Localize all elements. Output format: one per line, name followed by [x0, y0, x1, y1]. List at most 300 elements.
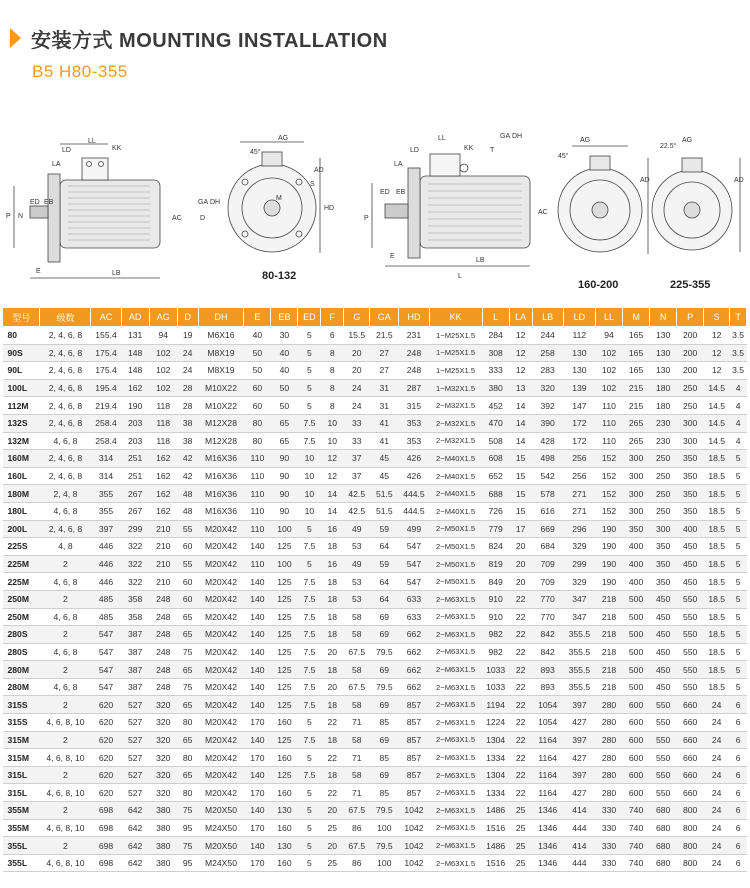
column-header: DH	[198, 308, 244, 327]
table-cell: 5	[298, 714, 321, 732]
table-cell: 22	[509, 784, 532, 802]
table-cell: 620	[91, 731, 121, 749]
table-cell: 100	[271, 555, 298, 573]
table-cell: 51.5	[370, 502, 399, 520]
table-cell: 660	[677, 784, 704, 802]
table-cell: 25	[321, 819, 344, 837]
table-cell: 1346	[532, 802, 563, 820]
table-cell: 22	[509, 714, 532, 732]
table-cell: 669	[532, 520, 563, 538]
table-cell: 2−M50X1.5	[429, 520, 482, 538]
table-cell: 79.5	[370, 837, 399, 855]
table-row	[3, 379, 747, 397]
table-cell: 218	[596, 590, 623, 608]
table-cell: 86	[344, 819, 370, 837]
table-row	[3, 520, 747, 538]
table-cell: 65	[177, 696, 198, 714]
table-row	[3, 555, 747, 573]
table-cell: 95	[177, 819, 198, 837]
table-cell: 547	[91, 678, 121, 696]
table-cell: 824	[482, 538, 509, 556]
table-cell: 620	[91, 749, 121, 767]
table-cell: 53	[344, 590, 370, 608]
table-cell: 2−M63X1.5	[429, 590, 482, 608]
table-cell: 726	[482, 502, 509, 520]
table-cell: 18.5	[704, 450, 730, 468]
motor-front-view-small	[228, 142, 320, 253]
label-la: LA	[52, 161, 61, 168]
label-lb: LB	[112, 270, 121, 277]
motor-front-view-medium	[558, 146, 648, 254]
table-cell: 450	[650, 608, 677, 626]
label-ag: AG	[278, 135, 289, 142]
model-cell: 200L	[3, 520, 40, 538]
table-cell: 27	[370, 344, 399, 362]
table-cell: 90	[271, 450, 298, 468]
table-cell: 65	[177, 661, 198, 679]
label-ag-4: AG	[682, 137, 693, 144]
table-cell: 200	[677, 344, 704, 362]
table-cell: 5	[730, 573, 747, 591]
table-cell: 698	[91, 837, 121, 855]
table-cell: 642	[121, 854, 149, 872]
table-cell: 320	[149, 749, 177, 767]
table-cell: 320	[149, 696, 177, 714]
label-ga-2: GA	[500, 133, 511, 140]
table-cell: 22	[509, 749, 532, 767]
column-header: F	[321, 308, 344, 327]
model-cell: 355L	[3, 854, 40, 872]
table-cell: 215	[623, 379, 650, 397]
model-cell: 315M	[3, 731, 40, 749]
table-cell: 547	[399, 573, 429, 591]
table-cell: 110	[596, 414, 623, 432]
table-cell: 250	[650, 485, 677, 503]
table-row	[3, 432, 747, 450]
table-cell: 58	[344, 696, 370, 714]
table-cell: 1−M25X1.5	[429, 327, 482, 345]
table-cell: 2−M63X1.5	[429, 714, 482, 732]
table-cell: 140	[244, 837, 271, 855]
table-cell: 1486	[482, 802, 509, 820]
table-cell: 147	[563, 397, 595, 415]
table-cell: 500	[623, 626, 650, 644]
table-row	[3, 802, 747, 820]
table-cell: 450	[650, 626, 677, 644]
table-cell: 4, 6, 8, 10	[40, 749, 91, 767]
table-cell: 250	[677, 397, 704, 415]
table-cell: 18	[321, 731, 344, 749]
model-cell: 315S	[3, 714, 40, 732]
table-cell: 6	[730, 837, 747, 855]
table-cell: 271	[563, 485, 595, 503]
table-cell: 450	[677, 573, 704, 591]
table-cell: 1042	[399, 802, 429, 820]
table-cell: 642	[121, 819, 149, 837]
label-m: M	[276, 195, 282, 202]
table-cell: 33	[344, 414, 370, 432]
table-cell: 5	[730, 450, 747, 468]
table-cell: 1516	[482, 854, 509, 872]
table-cell: 25	[509, 854, 532, 872]
table-cell: 13	[509, 379, 532, 397]
table-cell: 633	[399, 590, 429, 608]
table-row	[3, 819, 747, 837]
table-cell: 75	[177, 802, 198, 820]
table-cell: 210	[149, 538, 177, 556]
table-row	[3, 608, 747, 626]
table-cell: 94	[596, 327, 623, 345]
table-cell: 14	[509, 397, 532, 415]
table-cell: 5	[730, 590, 747, 608]
table-cell: 20	[321, 643, 344, 661]
table-cell: 470	[482, 414, 509, 432]
table-cell: 215	[623, 397, 650, 415]
table-cell: 75	[177, 643, 198, 661]
table-cell: 16	[321, 555, 344, 573]
table-cell: 329	[563, 573, 595, 591]
table-cell: 218	[596, 678, 623, 696]
table-row	[3, 678, 747, 696]
table-cell: 2−M63X1.5	[429, 766, 482, 784]
table-row	[3, 590, 747, 608]
table-cell: 2−M32X1.5	[429, 432, 482, 450]
table-cell: 1054	[532, 714, 563, 732]
table-cell: 2, 4, 6, 8	[40, 379, 91, 397]
table-cell: 14	[321, 485, 344, 503]
table-cell: 170	[244, 854, 271, 872]
table-cell: 110	[244, 485, 271, 503]
label-eb: EB	[44, 199, 54, 206]
table-cell: 60	[177, 590, 198, 608]
table-cell: 6	[730, 766, 747, 784]
table-cell: 662	[399, 643, 429, 661]
table-cell: 53	[344, 538, 370, 556]
table-cell: 7.5	[298, 432, 321, 450]
table-cell: 642	[121, 802, 149, 820]
table-cell: 320	[149, 714, 177, 732]
table-cell: 24	[704, 749, 730, 767]
table-cell: 709	[532, 573, 563, 591]
table-cell: 444.5	[399, 485, 429, 503]
table-cell: 4, 6, 8	[40, 432, 91, 450]
table-cell: 450	[650, 678, 677, 696]
table-cell: 982	[482, 643, 509, 661]
table-cell: 1346	[532, 837, 563, 855]
table-cell: 55	[177, 520, 198, 538]
table-cell: 110	[244, 502, 271, 520]
table-cell: 3.5	[730, 344, 747, 362]
table-cell: 680	[650, 802, 677, 820]
table-cell: M6X16	[198, 327, 244, 345]
model-cell: 280S	[3, 626, 40, 644]
table-cell: 40	[271, 362, 298, 380]
table-cell: 485	[91, 608, 121, 626]
table-cell: 330	[596, 802, 623, 820]
caption-medium: 160-200	[578, 279, 619, 291]
column-header: HD	[399, 308, 429, 327]
table-cell: 42.5	[344, 485, 370, 503]
table-cell: 180	[650, 397, 677, 415]
table-cell: 6	[730, 854, 747, 872]
table-cell: 350	[650, 555, 677, 573]
label-ag-3: AG	[580, 137, 591, 144]
table-cell: 190	[596, 520, 623, 538]
table-cell: 58	[344, 731, 370, 749]
table-cell: 18.5	[704, 573, 730, 591]
table-cell: 20	[321, 802, 344, 820]
table-cell: 4, 6, 8	[40, 573, 91, 591]
table-row	[3, 538, 747, 556]
table-row	[3, 450, 747, 468]
table-cell: 527	[121, 731, 149, 749]
table-cell: 152	[596, 485, 623, 503]
table-cell: 125	[271, 608, 298, 626]
table-cell: 800	[677, 854, 704, 872]
table-cell: 140	[244, 696, 271, 714]
table-cell: 842	[532, 626, 563, 644]
table-row	[3, 731, 747, 749]
table-cell: M20X42	[198, 590, 244, 608]
table-cell: 350	[650, 538, 677, 556]
table-cell: 69	[370, 661, 399, 679]
table-cell: 248	[149, 608, 177, 626]
table-cell: 165	[623, 344, 650, 362]
table-cell: M20X50	[198, 802, 244, 820]
table-cell: 24	[704, 802, 730, 820]
page-header	[10, 25, 388, 51]
drawings-svg	[0, 128, 750, 296]
table-cell: 4, 6, 8, 10	[40, 784, 91, 802]
table-cell: 547	[91, 643, 121, 661]
table-cell: 5	[730, 678, 747, 696]
model-cell: 250M	[3, 590, 40, 608]
table-cell: 25	[509, 837, 532, 855]
table-cell: 33	[344, 432, 370, 450]
table-cell: 25	[509, 819, 532, 837]
table-cell: 130	[650, 362, 677, 380]
table-row	[3, 573, 747, 591]
table-cell: M16X36	[198, 450, 244, 468]
table-cell: 2, 4, 6, 8	[40, 344, 91, 362]
table-cell: 5	[298, 397, 321, 415]
table-cell: M16X36	[198, 485, 244, 503]
table-cell: 49	[344, 520, 370, 538]
table-cell: 2, 4, 6, 8	[40, 414, 91, 432]
table-cell: 10	[321, 432, 344, 450]
table-cell: 65	[271, 414, 298, 432]
table-cell: 5	[730, 502, 747, 520]
table-cell: 100	[271, 520, 298, 538]
table-cell: 6	[730, 731, 747, 749]
table-cell: 17	[509, 520, 532, 538]
column-header: M	[623, 308, 650, 327]
table-cell: 427	[563, 784, 595, 802]
table-cell: 130	[271, 802, 298, 820]
table-cell: 910	[482, 608, 509, 626]
table-cell: 283	[532, 362, 563, 380]
table-cell: 130	[271, 837, 298, 855]
table-cell: 1486	[482, 837, 509, 855]
label-p: P	[6, 213, 11, 220]
table-cell: 280	[596, 784, 623, 802]
table-cell: 15	[509, 450, 532, 468]
column-header: L	[482, 308, 509, 327]
table-cell: 200	[677, 327, 704, 345]
table-cell: M20X42	[198, 626, 244, 644]
table-cell: 140	[244, 626, 271, 644]
table-cell: 67.5	[344, 837, 370, 855]
table-cell: 80	[177, 749, 198, 767]
table-cell: 190	[596, 538, 623, 556]
table-cell: 162	[149, 502, 177, 520]
label-ed-2: ED	[380, 189, 390, 196]
table-cell: 427	[563, 749, 595, 767]
table-cell: 4, 6, 8	[40, 643, 91, 661]
table-cell: 48	[177, 502, 198, 520]
table-cell: 387	[121, 626, 149, 644]
table-cell: 5	[298, 379, 321, 397]
table-cell: 20	[509, 555, 532, 573]
table-cell: 7.5	[298, 661, 321, 679]
table-cell: 680	[650, 854, 677, 872]
table-cell: 251	[121, 450, 149, 468]
table-cell: 265	[623, 414, 650, 432]
table-cell: 347	[563, 590, 595, 608]
table-cell: 248	[399, 362, 429, 380]
table-cell: 550	[650, 766, 677, 784]
table-cell: 1164	[532, 749, 563, 767]
table-row	[3, 696, 747, 714]
table-cell: 2−M63X1.5	[429, 661, 482, 679]
table-cell: 40	[271, 344, 298, 362]
table-cell: 6	[730, 802, 747, 820]
table-cell: 500	[623, 661, 650, 679]
table-cell: 71	[344, 784, 370, 802]
table-cell: M20X42	[198, 731, 244, 749]
table-cell: 446	[91, 555, 121, 573]
table-cell: 527	[121, 784, 149, 802]
table-cell: 322	[121, 573, 149, 591]
table-cell: 320	[149, 784, 177, 802]
table-cell: 15	[509, 485, 532, 503]
table-cell: 4, 6, 8	[40, 502, 91, 520]
table-cell: 18.5	[704, 678, 730, 696]
table-cell: 2, 4, 6, 8	[40, 362, 91, 380]
table-row	[3, 837, 747, 855]
model-cell: 315S	[3, 696, 40, 714]
table-cell: 162	[121, 379, 149, 397]
table-cell: 42.5	[344, 502, 370, 520]
table-cell: 550	[677, 590, 704, 608]
table-cell: 50	[244, 362, 271, 380]
table-cell: 60	[177, 538, 198, 556]
table-cell: M20X42	[198, 766, 244, 784]
table-cell: 18.5	[704, 590, 730, 608]
table-cell: 64	[370, 573, 399, 591]
table-cell: 5	[730, 467, 747, 485]
table-cell: 18	[321, 696, 344, 714]
table-cell: 2−M32X1.5	[429, 397, 482, 415]
table-cell: 320	[149, 766, 177, 784]
table-cell: 688	[482, 485, 509, 503]
table-cell: 24	[704, 731, 730, 749]
table-cell: 2	[40, 555, 91, 573]
table-cell: 400	[623, 573, 650, 591]
table-cell: 4	[730, 414, 747, 432]
label-ad-4: AD	[734, 177, 744, 184]
table-cell: 2	[40, 626, 91, 644]
table-cell: 444	[563, 819, 595, 837]
table-cell: 620	[91, 784, 121, 802]
table-cell: 160	[271, 749, 298, 767]
table-cell: 527	[121, 714, 149, 732]
table-cell: 251	[121, 467, 149, 485]
table-cell: 358	[121, 608, 149, 626]
table-cell: 550	[650, 731, 677, 749]
label-l-2: L	[458, 273, 462, 280]
label-ad-3: AD	[640, 177, 650, 184]
table-cell: 296	[563, 520, 595, 538]
table-cell: 203	[121, 432, 149, 450]
column-header: D	[177, 308, 198, 327]
table-cell: 842	[532, 643, 563, 661]
table-cell: 550	[677, 643, 704, 661]
table-cell: 258	[532, 344, 563, 362]
label-45: 45°	[250, 149, 261, 156]
column-header: GA	[370, 308, 399, 327]
table-cell: 5	[298, 520, 321, 538]
label-225: 22.5°	[660, 143, 677, 150]
table-cell: 330	[596, 854, 623, 872]
table-cell: 353	[399, 414, 429, 432]
table-cell: 350	[650, 573, 677, 591]
table-cell: 982	[482, 626, 509, 644]
table-cell: 7.5	[298, 608, 321, 626]
table-cell: 450	[677, 538, 704, 556]
table-cell: 2	[40, 696, 91, 714]
table-cell: 162	[149, 485, 177, 503]
table-cell: M20X42	[198, 538, 244, 556]
motor-front-view-large	[652, 158, 740, 252]
table-cell: 24	[704, 784, 730, 802]
table-cell: 4	[730, 379, 747, 397]
table-cell: 55	[177, 555, 198, 573]
table-cell: 3.5	[730, 327, 747, 345]
table-cell: 680	[650, 837, 677, 855]
label-eb-2: EB	[396, 189, 406, 196]
table-cell: 140	[244, 590, 271, 608]
table-cell: 170	[244, 819, 271, 837]
label-s: S	[310, 181, 315, 188]
table-cell: 355.5	[563, 626, 595, 644]
table-cell: 616	[532, 502, 563, 520]
table-cell: 125	[271, 766, 298, 784]
table-cell: 857	[399, 749, 429, 767]
table-cell: 24	[704, 837, 730, 855]
table-cell: 446	[91, 538, 121, 556]
page-title: 安装方式 MOUNTING INSTALLATION	[31, 29, 388, 52]
table-cell: 18.5	[704, 643, 730, 661]
table-cell: 75	[177, 678, 198, 696]
table-cell: 267	[121, 485, 149, 503]
table-cell: 12	[509, 362, 532, 380]
table-cell: 2, 4, 8	[40, 485, 91, 503]
table-cell: 250	[677, 379, 704, 397]
table-cell: 1033	[482, 661, 509, 679]
table-cell: 6	[730, 819, 747, 837]
label-ac-2: AC	[538, 209, 548, 216]
